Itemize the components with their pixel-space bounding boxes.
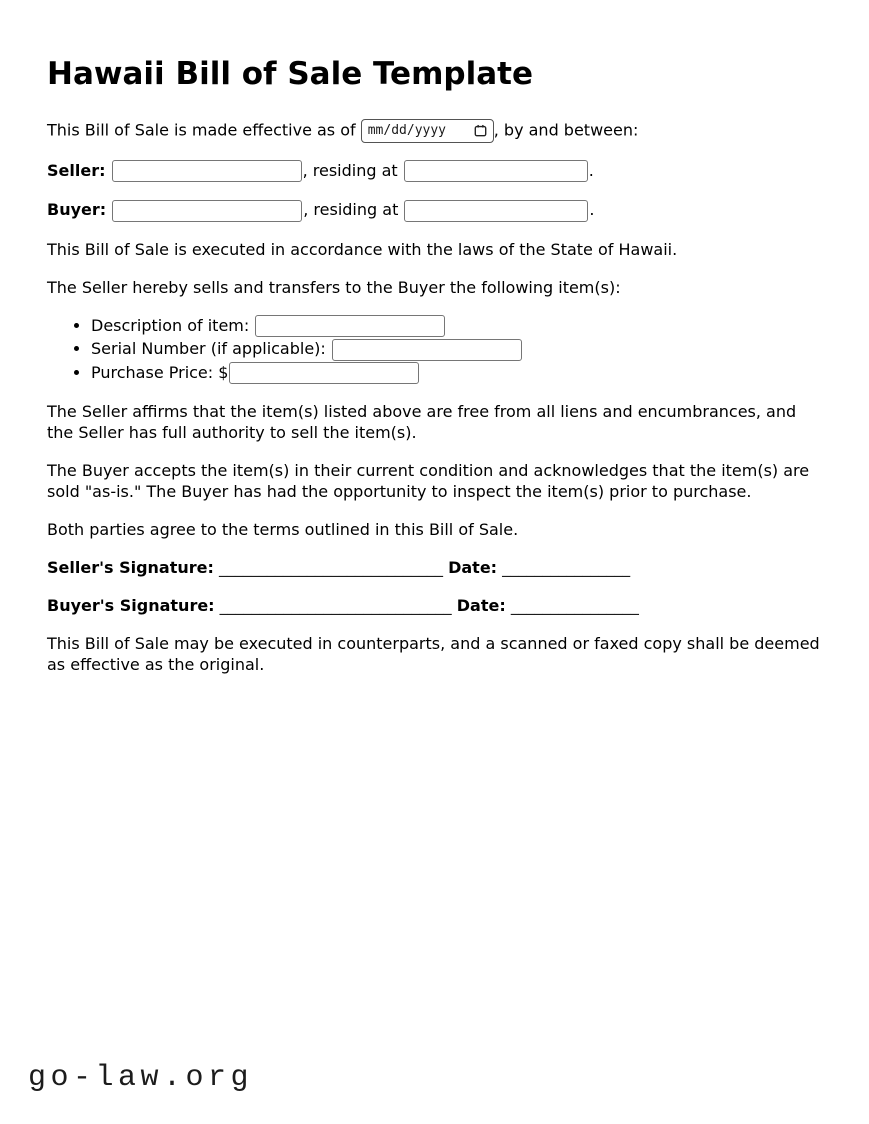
buyer-signature-line: _____________________________: [219, 596, 452, 616]
intro-paragraph: [47, 119, 822, 143]
page-title: Hawaii Bill of Sale Template: [47, 56, 533, 92]
effective-date-input[interactable]: [361, 119, 494, 143]
intro-text-after: , by and between:: [493, 120, 639, 140]
buyer-row: [47, 199, 822, 222]
buyer-signature-label: Buyer's Signature:: [47, 596, 215, 616]
seller-name-input[interactable]: [112, 160, 302, 182]
agreement-paragraph: Both parties agree to the terms outlined in this Bill of Sale.: [47, 520, 519, 540]
item-description-label: Description of item:: [91, 315, 250, 335]
seller-label: Seller:: [47, 160, 106, 180]
seller-residing-text: , residing at: [302, 160, 403, 180]
site-watermark: go-law.org: [28, 1061, 254, 1095]
seller-address-input[interactable]: [404, 160, 588, 182]
item-price-label: Purchase Price: $: [91, 362, 229, 382]
counterparts-paragraph: This Bill of Sale may be executed in counterparts, and a scanned or faxed copy shall be deemed as effective as the original.: [47, 634, 820, 675]
date-placeholder: mm/dd/yyyy: [367, 123, 447, 139]
calendar-icon[interactable]: [474, 124, 487, 137]
intro-text-before: This Bill of Sale is made effective as of: [47, 120, 356, 140]
seller-row: [47, 160, 822, 183]
governing-law-paragraph: This Bill of Sale is executed in accordance with the laws of the State of Hawaii.: [47, 239, 678, 259]
seller-signature-row: [47, 557, 822, 578]
seller-date-label: Date:: [448, 558, 498, 578]
item-list: [47, 315, 822, 385]
item-description-input[interactable]: [255, 315, 445, 337]
as-is-paragraph: The Buyer accepts the item(s) in their current condition and acknowledges that the item(s) are sold "as-is." The Buyer has had the opportunity to inspect the item(s) prior to purchase.: [47, 461, 810, 502]
seller-date-line: ________________: [502, 558, 631, 578]
seller-signature-label: Seller's Signature:: [47, 558, 214, 578]
seller-signature-line: ____________________________: [219, 558, 443, 578]
transfer-paragraph: The Seller hereby sells and transfers to the Buyer the following item(s):: [47, 277, 621, 297]
buyer-line-end: .: [589, 200, 595, 220]
buyer-date-label: Date:: [456, 596, 506, 616]
item-description-row: [91, 315, 822, 338]
item-serial-input[interactable]: [332, 339, 522, 361]
purchase-price-input[interactable]: [229, 362, 419, 384]
buyer-residing-text: , residing at: [303, 200, 404, 220]
buyer-signature-row: [47, 595, 822, 616]
buyer-name-input[interactable]: [112, 200, 302, 222]
item-serial-label: Serial Number (if applicable):: [91, 339, 326, 359]
buyer-label: Buyer:: [47, 200, 107, 220]
buyer-date-line: ________________: [510, 596, 639, 616]
seller-line-end: .: [588, 160, 594, 180]
buyer-address-input[interactable]: [404, 200, 588, 222]
seller-affirmation-paragraph: The Seller affirms that the item(s) listed above are free from all liens and encumbrances, and the Seller has full authority to sell the item(s).: [47, 402, 797, 443]
item-price-row: [91, 362, 822, 385]
item-serial-row: [91, 338, 822, 361]
